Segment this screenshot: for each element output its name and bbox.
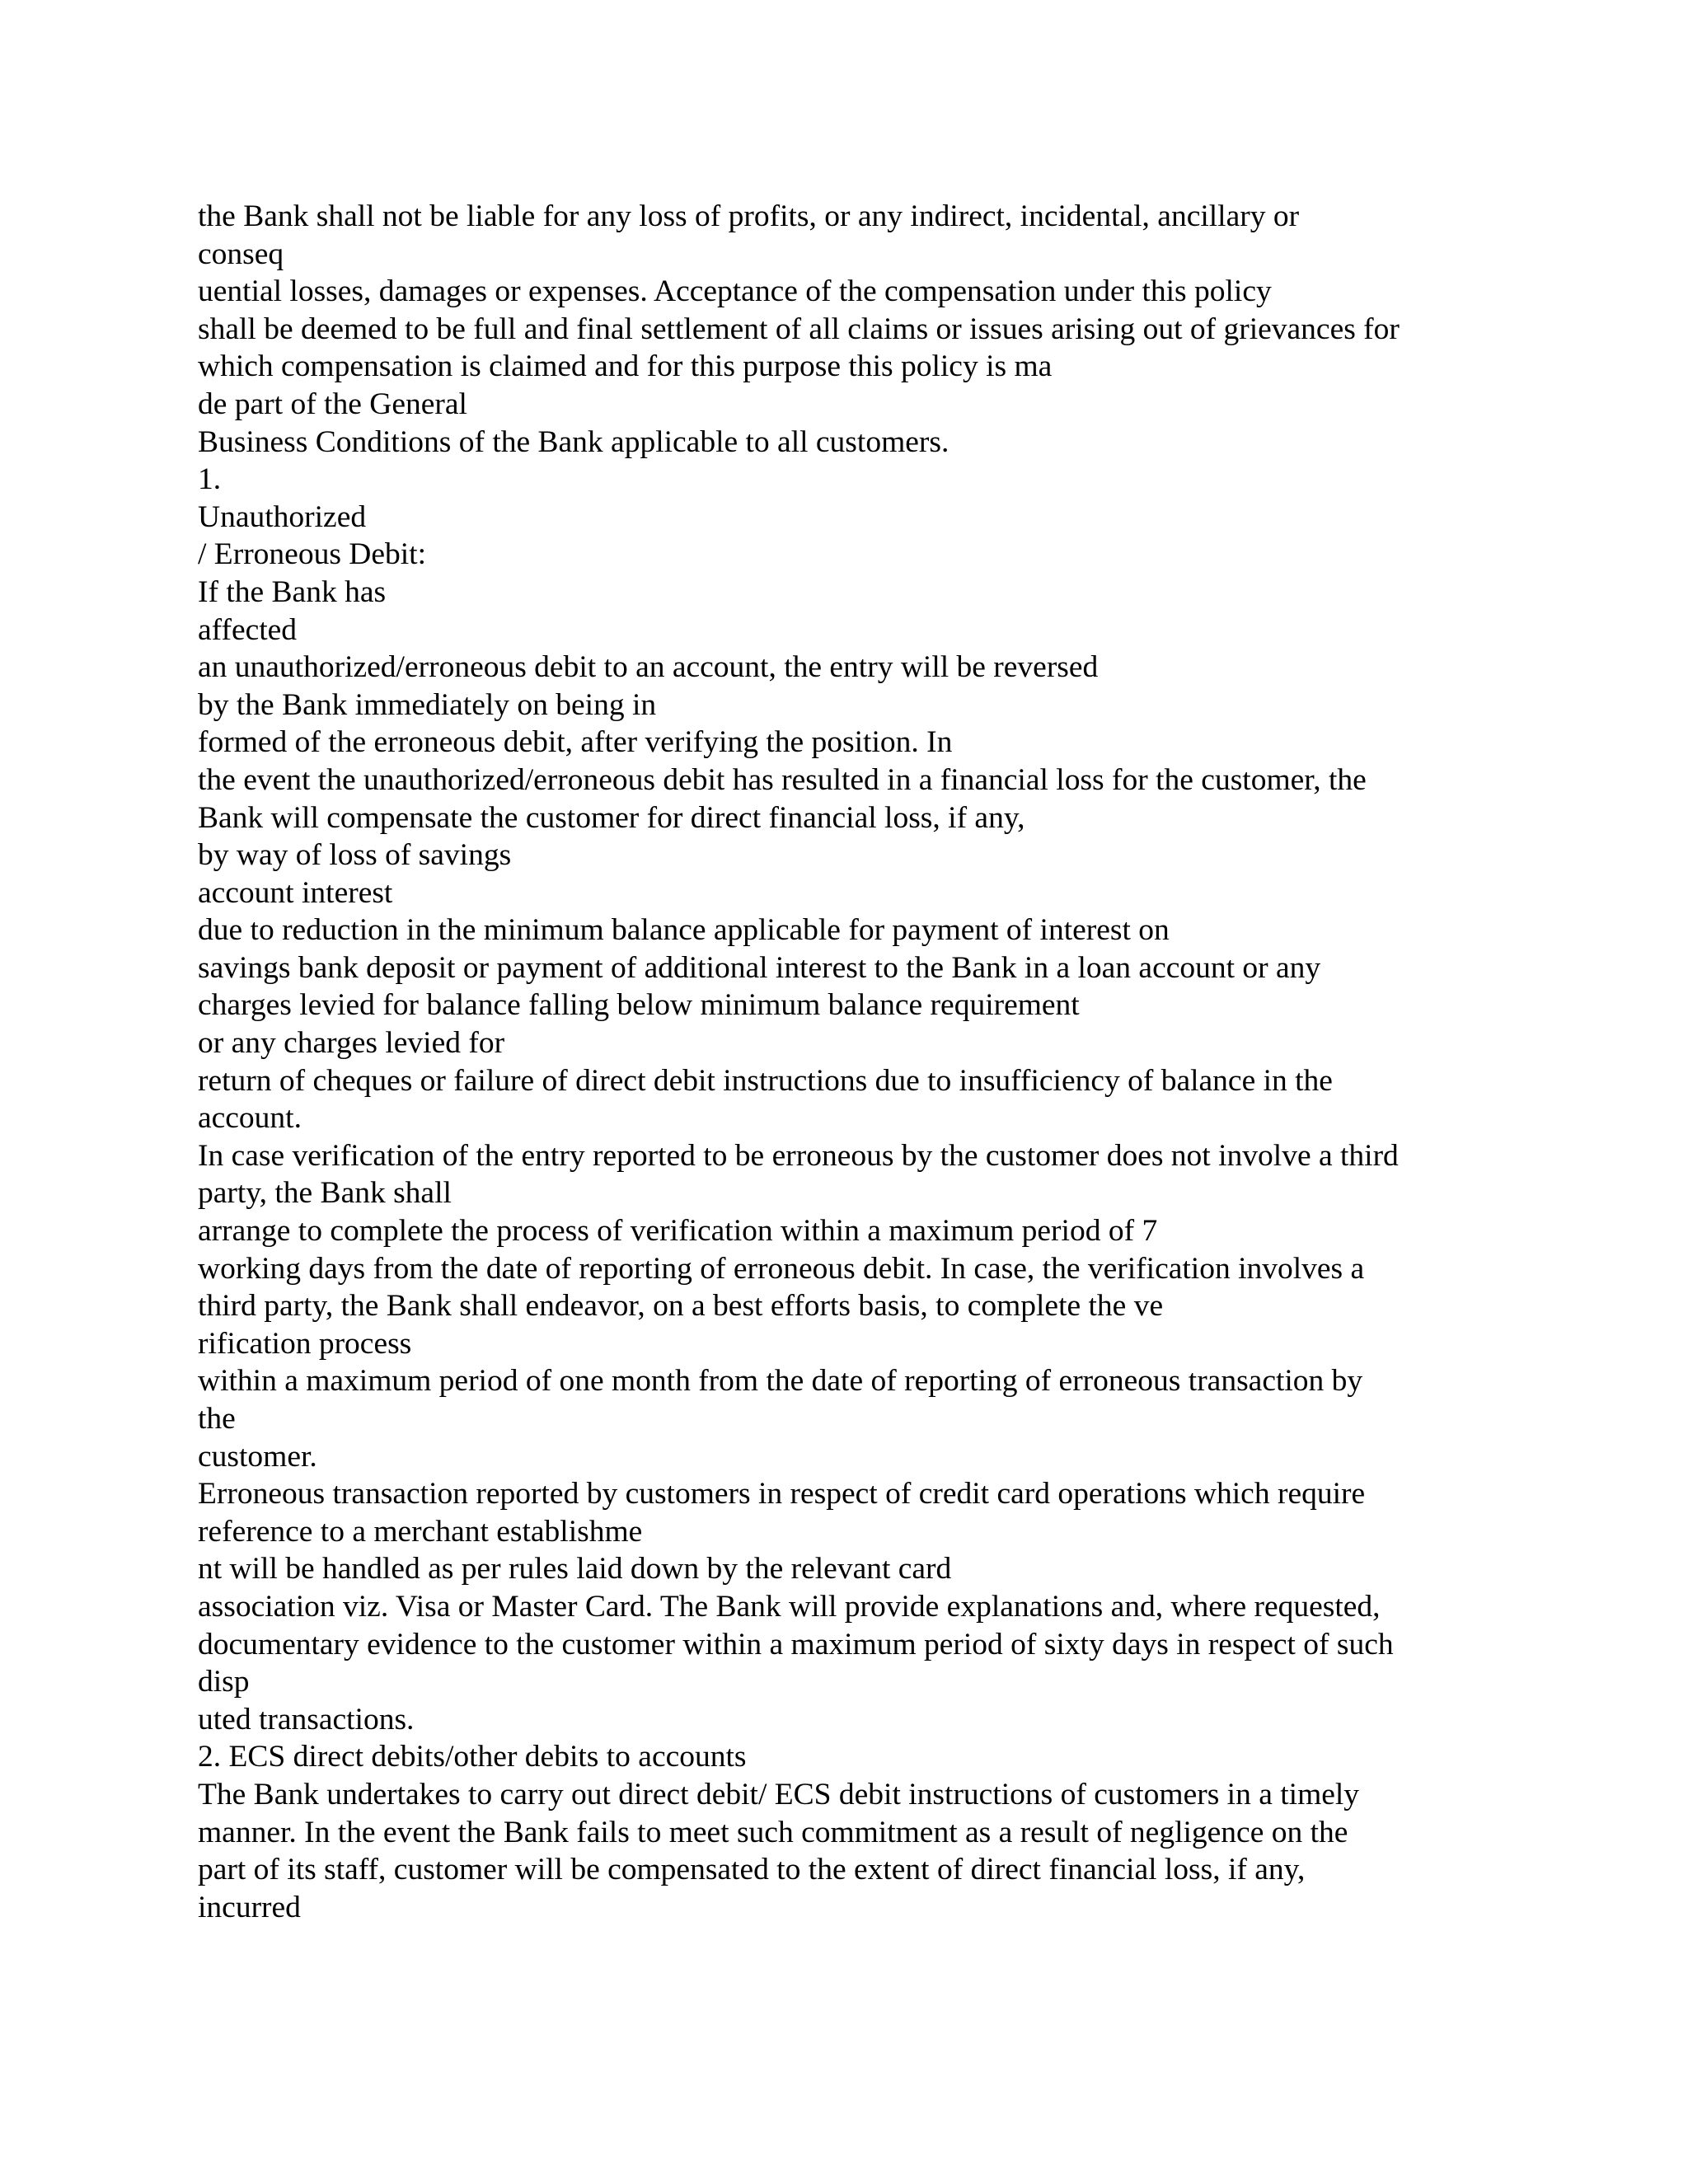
text-line: conseq [198,237,284,271]
text-line: shall be deemed to be full and final settlement of all claims or issues arising out of grievances for [198,312,1400,346]
text-line: or any charges levied for [198,1026,505,1061]
text-line: the event the unauthorized/erroneous debit has resulted in a financial loss for the customer, the [198,762,1367,797]
text-line: customer. [198,1439,317,1474]
text-line: return of cheques or failure of direct debit instructions due to insufficiency of balance in the [198,1063,1333,1098]
text-line: arrange to complete the process of verification within a maximum period of 7 [198,1214,1158,1249]
text-line: Unauthorized [198,499,367,534]
text-line: / Erroneous Debit: [198,537,427,572]
text-line: nt will be handled as per rules laid down by the relevant card [198,1552,952,1586]
text-line: The Bank undertakes to carry out direct debit/ ECS debit instructions of customers in a timely [198,1777,1360,1811]
text-line: 1. [198,462,222,497]
text-line: de part of the General [198,387,467,421]
text-line: 2. ECS direct debits/other debits to accounts [198,1740,747,1774]
text-line: incurred [198,1890,301,1924]
text-line: savings bank deposit or payment of additional interest to the Bank in a loan account or any [198,950,1321,985]
text-line: account. [198,1101,302,1136]
text-line: by way of loss of savings [198,838,512,873]
text-line: documentary evidence to the customer within a maximum period of sixty days in respect of such [198,1627,1394,1661]
text-line: the Bank shall not be liable for any loss of profits, or any indirect, incidental, ancillary or [198,199,1300,233]
text-line: disp [198,1665,250,1699]
text-line: uential losses, damages or expenses. Acceptance of the compensation under this policy [198,274,1272,309]
text-line: account interest [198,875,393,910]
text-line: Erroneous transaction reported by customers in respect of credit card operations which require [198,1477,1366,1511]
text-line: the [198,1402,236,1436]
text-line: third party, the Bank shall endeavor, on a best efforts basis, to complete the ve [198,1289,1164,1324]
text-line: charges levied for balance falling below minimum balance requirement [198,988,1080,1023]
text-line: Bank will compensate the customer for direct financial loss, if any, [198,800,1025,835]
text-line: due to reduction in the minimum balance applicable for payment of interest on [198,913,1170,948]
text-line: working days from the date of reporting of erroneous debit. In case, the verification involves a [198,1251,1365,1286]
text-line: within a maximum period of one month from the date of reporting of erroneous transaction by [198,1364,1363,1399]
text-line: by the Bank immediately on being in [198,687,657,722]
text-line: which compensation is claimed and for this purpose this policy is ma [198,349,1053,384]
text-line: reference to a merchant establishme [198,1514,643,1549]
text-line: rification process [198,1326,412,1361]
text-line: uted transactions. [198,1702,415,1736]
text-line: affected [198,612,298,647]
text-line: part of its staff, customer will be compensated to the extent of direct financial loss, if any, [198,1853,1306,1887]
document-body-text [198,198,1566,1926]
text-line: formed of the erroneous debit, after verifying the position. In [198,725,953,760]
text-line: If the Bank has [198,574,387,609]
text-line: association viz. Visa or Master Card. The Bank will provide explanations and, where requested, [198,1589,1381,1624]
text-line: In case verification of the entry reported to be erroneous by the customer does not involve a third [198,1138,1399,1173]
text-line: an unauthorized/erroneous debit to an account, the entry will be reversed [198,650,1099,685]
text-line: manner. In the event the Bank fails to meet such commitment as a result of negligence on the [198,1815,1348,1849]
text-line: party, the Bank shall [198,1176,452,1211]
text-line: Business Conditions of the Bank applicable to all customers. [198,424,950,459]
